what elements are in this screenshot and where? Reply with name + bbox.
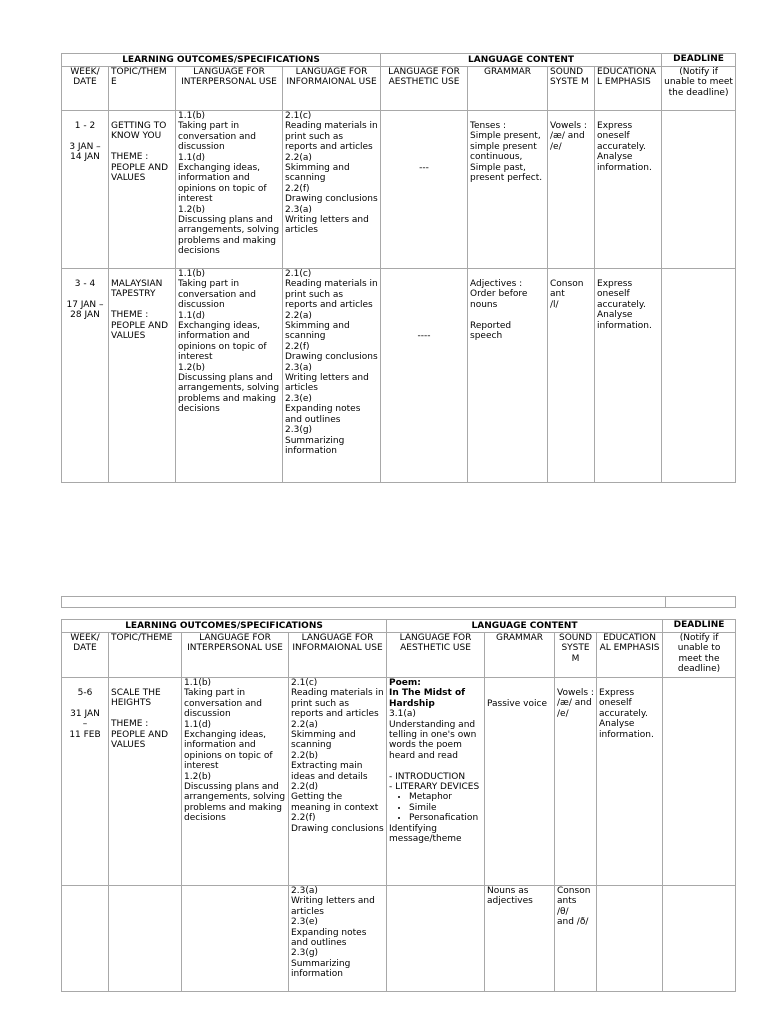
deadline-cell [662,269,736,483]
educational-emphasis-header: EDUCATION AL EMPHASIS [597,633,663,678]
sound-system-cell: Vowels : /æ/ and /e/ [555,678,597,886]
topic-cell: SCALE THE HEIGHTS THEME : PEOPLE AND VALUES [109,678,182,886]
grammar-cell: Nouns as adjectives [485,886,555,992]
aesthetic-header: LANGUAGE FOR AESTHETIC USE [387,633,485,678]
week-date-cell: 1 - 2 3 JAN – 14 JAN [62,111,109,269]
educational-emphasis-header: EDUCATIONA L EMPHASIS [595,67,662,111]
week-date-cell [62,886,109,992]
grammar-cell: Adjectives : Order before nouns Reported speech [468,269,548,483]
learning-outcomes-header: LEARNING OUTCOMES/SPECIFICATIONS [62,620,387,633]
aesthetic-text: 3.1(a) Understanding and telling in one's own words the poem heard and read - INTRODUCTION - LITERARY DEVICES [389,709,480,793]
sound-system-header: SOUND SYSTE M [555,633,597,678]
language-content-header: LANGUAGE CONTENT [381,54,662,67]
aesthetic-cell: --- [381,111,468,269]
deadline-cell [663,886,736,992]
aesthetic-header: LANGUAGE FOR AESTHETIC USE [381,67,468,111]
educational-emphasis-cell [597,886,663,992]
learning-outcomes-header: LEARNING OUTCOMES/SPECIFICATIONS [62,54,381,67]
literary-devices-list [389,792,482,823]
poem-title: In The Midst of Hardship [389,688,466,709]
week-date-header: WEEK/ DATE [62,67,109,111]
sound-system-cell: Conson ants /θ/ and /ð/ [555,886,597,992]
interpersonal-header: LANGUAGE FOR INTERPERSONAL USE [176,67,283,111]
grammar-cell: Tenses : Simple present, simple present continuous, Simple past, present perfect. [468,111,548,269]
topic-cell: GETTING TO KNOW YOU THEME : PEOPLE AND VALUES [109,111,176,269]
scheme-table-1 [61,53,736,483]
topic-theme-header: TOPIC/THEME [109,633,182,678]
topic-cell: MALAYSIAN TAPESTRY THEME : PEOPLE AND VALUES [109,269,176,483]
list-item: • Metaphor [409,792,482,802]
sound-system-cell: Conson ant /l/ [548,269,595,483]
deadline-header: DEADLINE [663,620,736,633]
interpersonal-header: LANGUAGE FOR INTERPERSONAL USE [182,633,289,678]
educational-emphasis-cell: Express oneself accurately. Analyse information. [595,111,662,269]
empty-cell [62,597,666,608]
table-row [62,269,736,483]
sound-system-cell: Vowels : /æ/ and /e/ [548,111,595,269]
informational-cell: 2.3(a) Writing letters and articles 2.3(e) Expanding notes and outlines 2.3(g) Summarizing information [289,886,387,992]
list-item: • Personafication [409,813,482,823]
educational-emphasis-cell: Express oneself accurately. Analyse information. [595,269,662,483]
topic-theme-header: TOPIC/THEM E [109,67,176,111]
empty-cell [666,597,736,608]
deadline-cell [662,111,736,269]
grammar-header: GRAMMAR [485,633,555,678]
informational-cell: 2.1(c) Reading materials in print such as reports and articles 2.2(a) Skimming and scanning 2.2(b) Extracting main ideas and details 2.2(d) Getting the meaning in context 2.2(f) Drawing conclusions [289,678,387,886]
deadline-note-header: (Notify if unable to meet the deadline) [662,67,736,111]
aesthetic-cell: ---- [381,269,468,483]
informational-header: LANGUAGE FOR INFORMAIONAL USE [283,67,381,111]
table-row [62,678,736,886]
empty-separator-row [61,596,736,608]
sound-system-header: SOUND SYSTE M [548,67,595,111]
informational-header: LANGUAGE FOR INFORMAIONAL USE [289,633,387,678]
interpersonal-cell: 1.1(b) Taking part in conversation and discussion 1.1(d) Exchanging ideas, information and opinions on topic of interest 1.2(b) Discussing plans and arrangements, solving problems and making decisions [176,111,283,269]
table-row [62,886,736,992]
week-date-header: WEEK/ DATE [62,633,109,678]
poem-label: Poem: [389,678,421,688]
deadline-note-header: (Notify if unable to meet the deadline) [663,633,736,678]
interpersonal-cell: 1.1(b) Taking part in conversation and discussion 1.1(d) Exchanging ideas, information and opinions on topic of interest 1.2(b) Discussing plans and arrangements, solving problems and making decisions [182,678,289,886]
deadline-cell [663,678,736,886]
week-date-cell: 3 - 4 17 JAN – 28 JAN [62,269,109,483]
aesthetic-footer: Identifying message/theme [389,823,462,845]
topic-cell [109,886,182,992]
scheme-table-2 [61,619,736,992]
aesthetic-cell [387,678,485,886]
interpersonal-cell [182,886,289,992]
grammar-cell: Passive voice [485,678,555,886]
aesthetic-cell [387,886,485,992]
informational-cell: 2.1(c) Reading materials in print such as reports and articles 2.2(a) Skimming and scanning 2.2(f) Drawing conclusions 2.3(a) Writing letters and articles 2.3(e) Expanding notes and outlines 2.3(g) Summarizing information [283,269,381,483]
grammar-header: GRAMMAR [468,67,548,111]
deadline-header: DEADLINE [662,54,736,67]
informational-cell: 2.1(c) Reading materials in print such as reports and articles 2.2(a) Skimming and scanning 2.2(f) Drawing conclusions 2.3(a) Writing letters and articles [283,111,381,269]
list-item: • Simile [409,803,482,813]
educational-emphasis-cell: Express oneself accurately. Analyse information. [597,678,663,886]
week-date-cell: 5-6 31 JAN – 11 FEB [62,678,109,886]
table-row [62,111,736,269]
interpersonal-cell: 1.1(b) Taking part in conversation and discussion 1.1(d) Exchanging ideas, information and opinions on topic of interest 1.2(b) Discussing plans and arrangements, solving problems and making decisions [176,269,283,483]
language-content-header: LANGUAGE CONTENT [387,620,663,633]
